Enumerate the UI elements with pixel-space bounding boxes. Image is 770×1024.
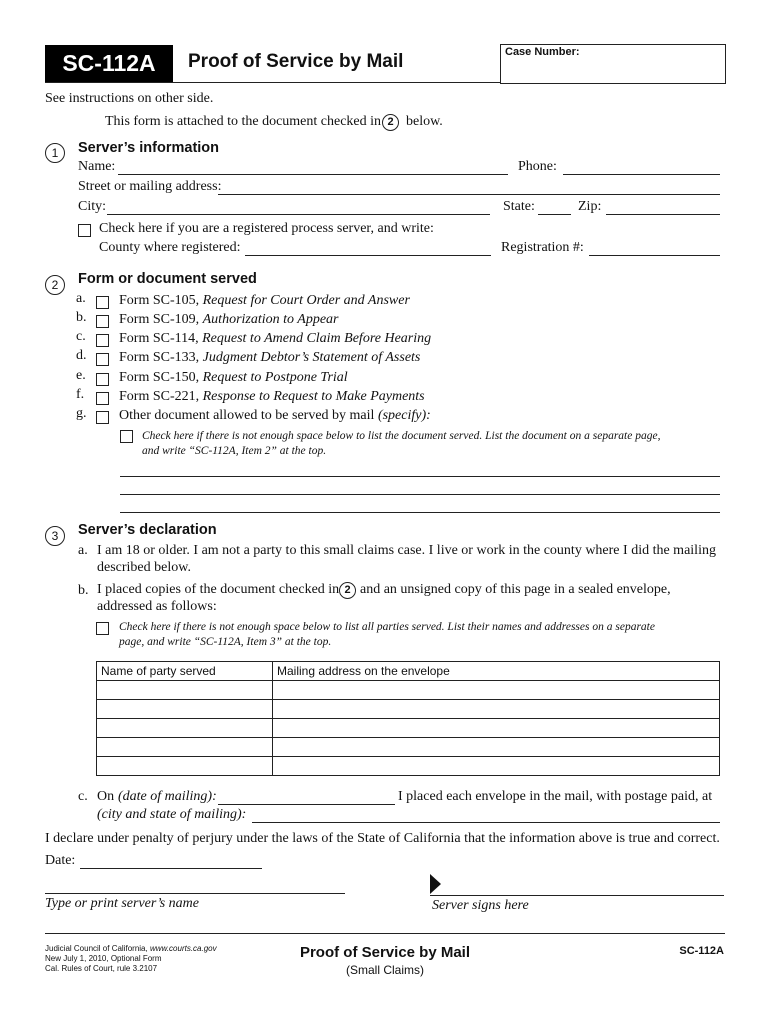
date-of-mailing-label: (date of mailing): — [118, 789, 217, 804]
mailing-address-cell[interactable] — [273, 757, 720, 776]
declaration-c-on: On — [97, 789, 115, 804]
declaration-b-suffix: and an unsigned copy of this page in a sealed envelope, — [360, 582, 671, 597]
party-name-cell[interactable] — [97, 719, 273, 738]
document-item-form: Form SC-105, — [119, 293, 203, 308]
section-2-title: Form or document served — [78, 271, 257, 287]
document-item-label — [119, 350, 420, 366]
footer-subtitle: (Small Claims) — [346, 963, 424, 977]
document-item-checkbox[interactable] — [96, 392, 109, 405]
document-item-label — [119, 331, 431, 347]
footer-rule-ref: Cal. Rules of Court, rule 3.2107 — [45, 964, 158, 973]
state-field[interactable] — [538, 214, 571, 215]
table-row — [97, 700, 720, 719]
document-line-1[interactable] — [120, 476, 720, 477]
section-3-title: Server’s declaration — [78, 522, 217, 538]
document-item-label — [119, 312, 338, 328]
mailing-address-cell[interactable] — [273, 719, 720, 738]
document-space-note-line1: Check here if there is not enough space below to list the document served. List the document on a separate page, — [142, 430, 661, 442]
name-field[interactable] — [118, 174, 508, 175]
declaration-c-letter: c. — [78, 789, 88, 804]
sign-arrow-icon — [430, 874, 441, 894]
declaration-a-line2: described below. — [97, 560, 191, 575]
form-title: Proof of Service by Mail — [188, 51, 404, 72]
party-name-cell[interactable] — [97, 700, 273, 719]
document-item-checkbox[interactable] — [96, 411, 109, 424]
party-name-cell[interactable] — [97, 681, 273, 700]
footer-revision: New July 1, 2010, Optional Form — [45, 954, 162, 963]
registered-server-checkbox[interactable] — [78, 224, 91, 237]
registered-server-label: Check here if you are a registered process server, and write: — [99, 221, 434, 236]
document-item-label — [119, 370, 348, 386]
street-label: Street or mailing address: — [78, 179, 222, 194]
table-row — [97, 681, 720, 700]
name-label: Name: — [78, 159, 116, 174]
document-item-checkbox[interactable] — [96, 334, 109, 347]
zip-field[interactable] — [606, 214, 720, 215]
document-item-checkbox[interactable] — [96, 296, 109, 309]
document-item-form: Form SC-221, — [119, 389, 203, 404]
perjury-statement: I declare under penalty of perjury under the laws of the State of California that the information above is true and correct. — [45, 831, 720, 846]
mailing-address-cell[interactable] — [273, 681, 720, 700]
document-item-name: Authorization to Appear — [202, 312, 339, 327]
city-label: City: — [78, 199, 107, 214]
signature-field[interactable] — [430, 895, 724, 896]
zip-label: Zip: — [578, 199, 602, 214]
print-name-label: Type or print server’s name — [45, 896, 199, 911]
footer-form-code: SC-112A — [679, 945, 724, 957]
item-2-ref-icon: 2 — [339, 582, 356, 599]
document-item-form: Form SC-133, — [119, 350, 203, 365]
document-item-checkbox[interactable] — [96, 315, 109, 328]
document-item-letter: c. — [76, 329, 86, 344]
document-item-name: Request to Postpone Trial — [202, 370, 348, 385]
street-field[interactable] — [218, 194, 720, 195]
document-item-form: Other document allowed to be served by mail — [119, 408, 378, 423]
council-name: Judicial Council of California, — [45, 944, 150, 953]
declaration-b-line2: addressed as follows: — [97, 599, 217, 614]
document-item-letter: b. — [76, 310, 87, 325]
document-item-form: Form SC-150, — [119, 370, 203, 385]
document-item-name: Judgment Debtor’s Statement of Assets — [202, 350, 421, 365]
document-item-letter: g. — [76, 406, 87, 421]
county-field[interactable] — [245, 255, 491, 256]
document-item-letter: f. — [76, 387, 85, 402]
parties-space-note-line1: Check here if there is not enough space below to list all parties served. List their names and addresses on a separate — [119, 621, 655, 633]
sign-here-label: Server signs here — [432, 898, 529, 913]
server-name-field[interactable] — [45, 893, 345, 894]
date-of-mailing-field[interactable] — [218, 804, 395, 805]
state-label: State: — [503, 199, 535, 214]
section-3-number-icon: 3 — [45, 526, 65, 546]
date-field[interactable] — [80, 868, 262, 869]
footer-rule — [45, 933, 725, 934]
party-name-header: Name of party served — [97, 662, 273, 681]
table-row — [97, 757, 720, 776]
document-item-label — [119, 389, 425, 405]
document-item-checkbox[interactable] — [96, 373, 109, 386]
mailing-address-cell[interactable] — [273, 700, 720, 719]
footer-council — [45, 944, 217, 953]
document-space-note-line2: and write “SC-112A, Item 2” at the top. — [142, 445, 327, 457]
placed-envelope-text: I placed each envelope in the mail, with postage paid, at — [398, 789, 713, 804]
date-label: Date: — [45, 853, 76, 868]
phone-label: Phone: — [518, 159, 557, 174]
document-space-checkbox[interactable] — [120, 430, 133, 443]
document-item-form: Form SC-109, — [119, 312, 203, 327]
item-2-ref-icon: 2 — [382, 114, 399, 131]
parties-space-checkbox[interactable] — [96, 622, 109, 635]
parties-table — [96, 661, 720, 776]
document-item-form: Form SC-114, — [119, 331, 203, 346]
mailing-address-cell[interactable] — [273, 738, 720, 757]
party-name-cell[interactable] — [97, 757, 273, 776]
document-item-letter: d. — [76, 348, 87, 363]
instructions-text: See instructions on other side. — [45, 91, 214, 106]
document-item-name: (specify): — [377, 408, 431, 423]
document-item-label — [119, 293, 410, 309]
table-row — [97, 738, 720, 757]
attached-prefix: This form is attached to the document checked in — [105, 114, 382, 129]
header-rule — [45, 82, 500, 83]
declaration-a-line1: I am 18 or older. I am not a party to this small claims case. I live or work in the county where I did the mailing — [97, 543, 716, 558]
mailing-address-header: Mailing address on the envelope — [273, 662, 720, 681]
document-item-name: Response to Request to Make Payments — [202, 389, 425, 404]
county-label: County where registered: — [99, 240, 241, 255]
parties-space-note-line2: page, and write “SC-112A, Item 3” at the top. — [119, 636, 332, 648]
section-1-title: Server’s information — [78, 140, 220, 156]
section-1-number-icon: 1 — [45, 143, 65, 163]
document-item-letter: a. — [76, 291, 86, 306]
attached-suffix: below. — [406, 114, 443, 129]
footer-title: Proof of Service by Mail — [299, 944, 471, 961]
party-name-cell[interactable] — [97, 738, 273, 757]
phone-field[interactable] — [563, 174, 720, 175]
document-item-name: Request to Amend Claim Before Hearing — [202, 331, 432, 346]
document-item-checkbox[interactable] — [96, 353, 109, 366]
case-number-label: Case Number: — [505, 46, 580, 58]
council-url[interactable]: www.courts.ca.gov — [149, 944, 217, 953]
declaration-b-letter: b. — [78, 583, 89, 598]
document-item-letter: e. — [76, 368, 86, 383]
city-field[interactable] — [107, 214, 490, 215]
parties-table-header — [97, 662, 720, 681]
registration-field[interactable] — [589, 255, 720, 256]
table-row — [97, 719, 720, 738]
document-item-name: Request for Court Order and Answer — [202, 293, 410, 308]
form-code-badge: SC-112A — [45, 45, 173, 82]
declaration-b-prefix: I placed copies of the document checked in — [97, 582, 340, 597]
attached-text — [105, 114, 381, 130]
document-line-2[interactable] — [120, 494, 720, 495]
declaration-a-letter: a. — [78, 543, 88, 558]
document-item-label — [119, 408, 431, 424]
city-state-mailing-label: (city and state of mailing): — [97, 807, 247, 822]
section-2-number-icon: 2 — [45, 275, 65, 295]
registration-label: Registration #: — [501, 240, 584, 255]
document-line-3[interactable] — [120, 512, 720, 513]
city-state-mailing-field[interactable] — [252, 822, 720, 823]
